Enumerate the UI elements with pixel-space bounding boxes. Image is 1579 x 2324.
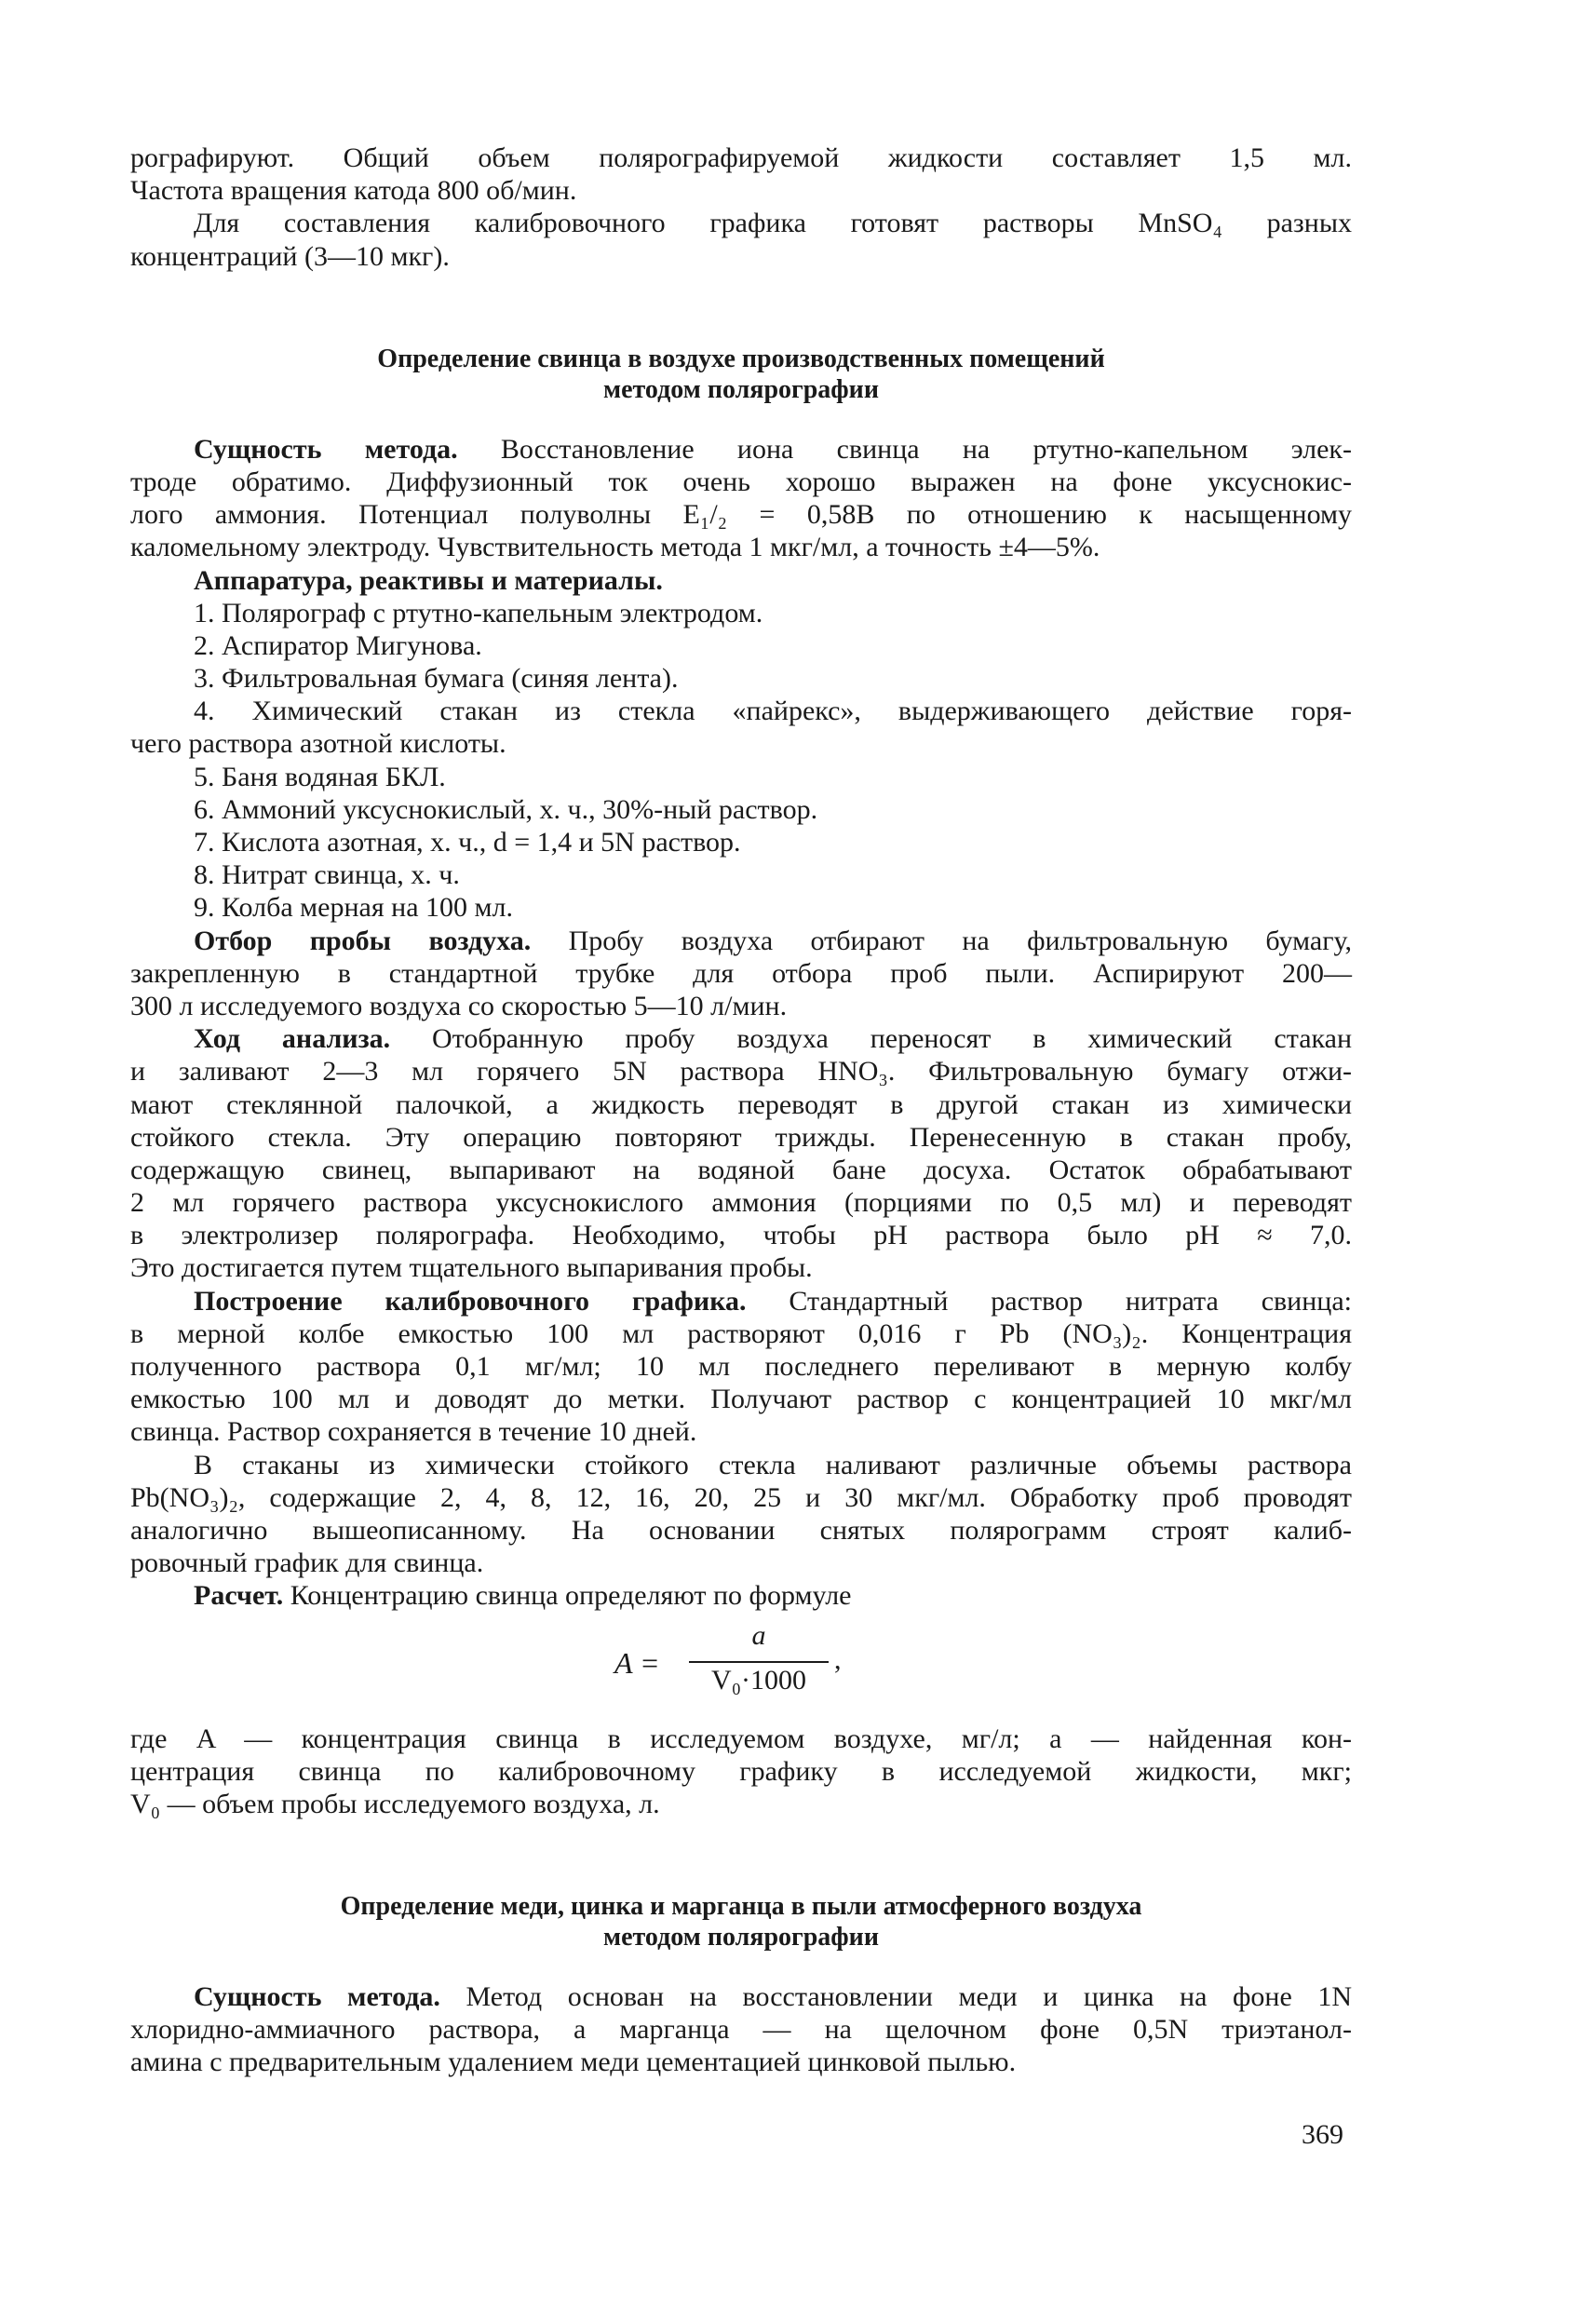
list-item-line: 2. Аспиратор Мигунова. xyxy=(194,629,482,661)
line-text: Отобранную пробу воздуха переносят в химический стакан xyxy=(390,1023,1352,1055)
document-page xyxy=(130,142,1352,2079)
list-item xyxy=(130,597,1352,629)
paragraph-line xyxy=(130,1723,1352,1755)
paragraph-line xyxy=(130,1186,1352,1219)
paragraph-line xyxy=(130,1980,1352,2013)
spacer xyxy=(130,1820,1352,1891)
paragraph xyxy=(130,564,1352,597)
paragraph-line xyxy=(130,1579,1352,1612)
paragraph-lead: Отбор пробы воздуха. xyxy=(194,925,532,956)
line-text: содержащую свинец, выпаривают на водяной бане досуха. Остаток обрабатывают xyxy=(130,1154,1352,1185)
line-text: концентраций (3—10 мкг). xyxy=(130,240,450,272)
list-item-line: 5. Баня водяная БКЛ. xyxy=(194,761,446,792)
paragraph xyxy=(130,1980,1352,2079)
paragraph xyxy=(130,207,1352,272)
paragraph-line xyxy=(130,1251,1352,1284)
heading-line: Определение меди, цинка и марганца в пыли атмосферного воздуха xyxy=(340,1892,1142,1922)
paragraph-line xyxy=(130,1481,1352,1514)
paragraph-line xyxy=(130,1317,1352,1350)
list-item xyxy=(130,629,1352,662)
line-text: Стандартный раствор нитрата свинца: xyxy=(746,1285,1352,1317)
paragraph-line xyxy=(130,2046,1352,2078)
paragraph-line xyxy=(130,564,1352,597)
line-text: амина с предварительным удалением меди цементацией цинковой пылью. xyxy=(130,2047,1017,2078)
paragraph xyxy=(130,1723,1352,1821)
heading-line: методом полярографии xyxy=(603,1923,879,1952)
paragraph xyxy=(130,142,1352,207)
list-item xyxy=(130,793,1352,826)
line-text: В стаканы из химически стойкого стекла наливают различные объемы раствора xyxy=(194,1449,1352,1480)
line-text: аналогично вышеописанному. На основании снятых полярограмм строят калиб- xyxy=(130,1514,1352,1546)
paragraph-line xyxy=(130,1088,1352,1121)
list-item xyxy=(130,695,1352,760)
list-item-line: 4. Химический стакан из стекла «пайрекс», выдерживающего действие горя- xyxy=(194,696,1352,727)
section-heading xyxy=(130,1891,1352,1952)
line-text: емкостью 100 мл и доводят до метки. Получают раствор с концентрацией 10 мкг/мл xyxy=(130,1384,1352,1415)
formula-numerator: a xyxy=(751,1619,766,1651)
line-text: Pb(NO₃)₂, содержащие 2, 4, 8, 12, 16, 20, 25 и 30 мкг/мл. Обработку проб проводят xyxy=(130,1481,1352,1513)
list-item-line: 1. Полярограф с ртутно-капельным электродом. xyxy=(194,597,763,628)
line-text: центрация свинца по калибровочному графику в исследуемой жидкости, мкг; xyxy=(130,1755,1352,1787)
paragraph-line xyxy=(130,990,1352,1022)
list-item-line: 7. Кислота азотная, х. ч., d = 1,4 и 5N раствор. xyxy=(194,827,741,858)
paragraph-line xyxy=(130,466,1352,498)
line-text: троде обратимо. Диффузионный ток очень хорошо выражен на фоне уксуснокис- xyxy=(130,466,1352,497)
paragraph-line xyxy=(130,433,1352,466)
line-text: Концентрацию свинца определяют по формуле xyxy=(283,1580,852,1612)
paragraph-line xyxy=(130,1383,1352,1415)
heading-line: методом полярографии xyxy=(603,374,879,404)
line-text: 2 мл горячего раствора уксуснокислого аммония (порциями по 0,5 мл) и переводят xyxy=(130,1187,1352,1219)
paragraph-lead: Ход анализа. xyxy=(194,1023,391,1055)
fraction-bar xyxy=(689,1661,829,1663)
paragraph-line xyxy=(130,1514,1352,1547)
list-item-line: 6. Аммоний уксуснокислый, х. ч., 30%-ный раствор. xyxy=(194,793,818,825)
line-text: Частота вращения катода 800 об/мин. xyxy=(130,175,577,207)
spacer xyxy=(130,405,1352,433)
materials-list xyxy=(130,597,1352,925)
heading-line: Определение свинца в воздухе производственных помещений xyxy=(377,344,1105,373)
list-item xyxy=(130,858,1352,891)
line-text: свинца. Раствор сохраняется в течение 10 дней. xyxy=(130,1416,697,1448)
formula-lhs: A = xyxy=(614,1645,660,1680)
list-item xyxy=(130,662,1352,695)
paragraph-line xyxy=(130,1449,1352,1481)
list-item xyxy=(130,761,1352,793)
line-text: Метод основан на восстановлении меди и цинка на фоне 1N xyxy=(439,1981,1352,2013)
list-item-line: 3. Фильтровальная бумага (синяя лента). xyxy=(194,663,679,695)
paragraph-line xyxy=(130,1415,1352,1448)
paragraph xyxy=(130,1449,1352,1580)
paragraph xyxy=(130,1285,1352,1449)
paragraph-line xyxy=(130,1788,1352,1820)
line-text: Восстановление иона свинца на ртутно-капельном элек- xyxy=(457,433,1352,465)
paragraph xyxy=(130,433,1352,564)
paragraph-line xyxy=(130,174,1352,207)
paragraph-line xyxy=(130,957,1352,990)
paragraph xyxy=(130,1022,1352,1285)
line-text: каломельному электроду. Чувствительность метода 1 мкг/мл, а точность ±4—5%. xyxy=(130,532,1100,563)
line-text: в мерной колбе емкостью 100 мл растворяют 0,016 г Pb (NO₃)₂. Концентрация xyxy=(130,1317,1352,1349)
line-text: Пробу воздуха отбирают на фильтровальную бумагу, xyxy=(531,925,1353,956)
line-text: Это достигается путем тщательного выпаривания пробы. xyxy=(130,1252,813,1284)
list-item xyxy=(130,891,1352,924)
paragraph-lead: Расчет. xyxy=(194,1580,284,1612)
paragraph-line xyxy=(130,1219,1352,1251)
paragraph-line xyxy=(130,1022,1352,1055)
line-text: V₀ — объем пробы исследуемого воздуха, л. xyxy=(130,1788,660,1819)
list-item-line: 8. Нитрат свинца, х. ч. xyxy=(194,859,460,891)
paragraph-line xyxy=(130,1285,1352,1317)
line-text: мают стеклянной палочкой, а жидкость переводят в другой стакан из химически xyxy=(130,1088,1352,1120)
line-text: лого аммония. Потенциал полуволны E₁/₂ = 0,58В по отношению к насыщенному xyxy=(130,499,1352,531)
line-text: стойкого стекла. Эту операцию повторяют трижды. Перенесенную в стакан пробу, xyxy=(130,1121,1352,1153)
paragraph-lead: Сущность метода. xyxy=(194,1981,440,2013)
line-text: 300 л исследуемого воздуха со скоростью 5—10 л/мин. xyxy=(130,990,788,1021)
line-text: ровочный график для свинца. xyxy=(130,1547,484,1579)
line-text: где A — концентрация свинца в исследуемом воздухе, мг/л; a — найденная кон- xyxy=(130,1723,1352,1754)
paragraph-line xyxy=(130,207,1352,239)
list-item-line: 9. Колба мерная на 100 мл. xyxy=(194,892,513,924)
paragraph-line xyxy=(130,498,1352,531)
paragraph-line xyxy=(130,925,1352,957)
paragraph-line xyxy=(130,1547,1352,1579)
paragraph-line xyxy=(130,2013,1352,2046)
line-text: полученного раствора 0,1 мг/мл; 10 мл последнего переливают в мерную колбу xyxy=(130,1351,1352,1382)
formula xyxy=(130,1618,1352,1723)
paragraph-line xyxy=(130,531,1352,563)
paragraph-lead: Аппаратура, реактивы и материалы. xyxy=(194,564,663,596)
paragraph xyxy=(130,1579,1352,1612)
paragraph-line xyxy=(130,1350,1352,1383)
formula-comma: , xyxy=(834,1643,842,1675)
spacer xyxy=(130,273,1352,344)
paragraph-lead: Сущность метода. xyxy=(194,433,458,465)
paragraph-line xyxy=(130,142,1352,174)
paragraph-line xyxy=(130,240,1352,273)
list-item-line: чего раствора азотной кислоты. xyxy=(130,728,506,760)
line-text: хлоридно-аммиачного раствора, а марганца — на щелочном фоне 0,5N триэтанол- xyxy=(130,2014,1352,2046)
paragraph-line xyxy=(130,1755,1352,1788)
line-text: в электролизер полярографа. Необходимо, чтобы pH раствора было pH ≈ 7,0. xyxy=(130,1220,1352,1251)
line-text: и заливают 2—3 мл горячего 5N раствора HNO₃. Фильтровальную бумагу отжи- xyxy=(130,1056,1352,1088)
line-text: закрепленную в стандартной трубке для отбора проб пыли. Аспирируют 200— xyxy=(130,957,1352,989)
list-item xyxy=(130,826,1352,858)
section-heading xyxy=(130,344,1352,405)
page-number: 369 xyxy=(1302,2119,1343,2150)
paragraph xyxy=(130,925,1352,1023)
paragraph-line xyxy=(130,1154,1352,1186)
spacer xyxy=(130,1952,1352,1980)
paragraph-lead: Построение калибровочного графика. xyxy=(194,1285,747,1317)
paragraph-line xyxy=(130,1121,1352,1154)
formula-denominator: V₀·1000 xyxy=(710,1664,807,1696)
line-text: Для составления калибровочного графика готовят растворы MnSO₄ разных xyxy=(194,208,1352,239)
line-text: рографируют. Общий объем полярографируемой жидкости составляет 1,5 мл. xyxy=(130,142,1352,173)
paragraph-line xyxy=(130,1055,1352,1088)
